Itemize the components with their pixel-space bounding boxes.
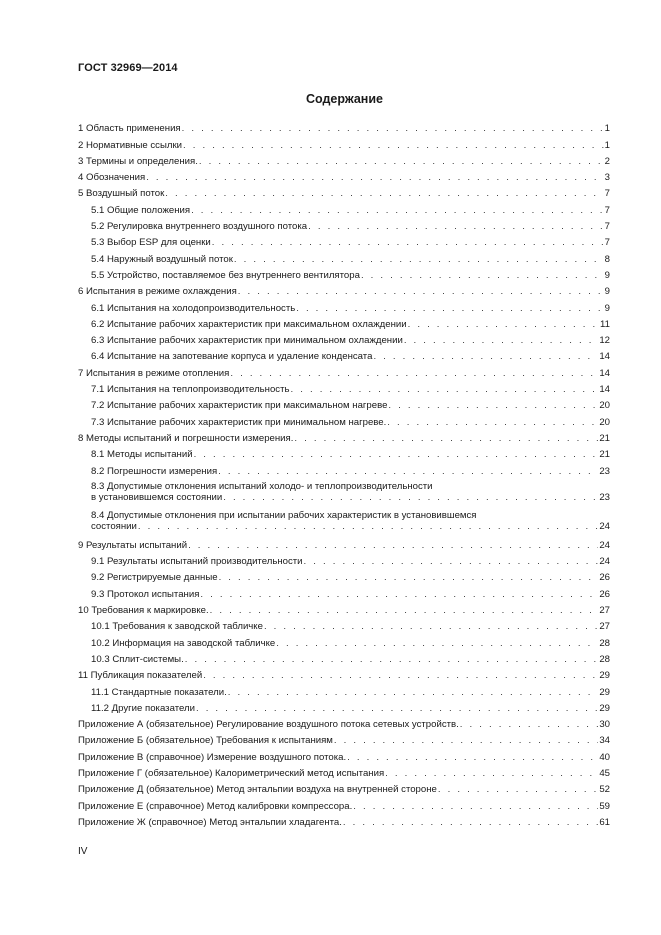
dot-leader — [238, 286, 604, 297]
toc-entry-page: 7 — [604, 188, 610, 200]
toc-entry-title: 6.3 Испытание рабочих характеристик при минимальном охлаждении — [91, 335, 403, 347]
dot-leader — [294, 433, 598, 444]
dot-leader — [228, 687, 599, 698]
dot-leader — [191, 205, 604, 216]
dot-leader — [203, 670, 598, 681]
toc-entry-page: 2 — [604, 155, 610, 167]
toc-entry-page: 24 — [599, 556, 610, 568]
toc-entry-title: 10 Требования к маркировке. — [78, 605, 209, 617]
toc-entry[interactable] — [78, 649, 610, 665]
dot-leader — [308, 221, 604, 232]
dot-leader — [276, 638, 598, 649]
toc-entry[interactable] — [78, 779, 610, 795]
toc-entry-title: 4 Обозначения — [78, 172, 146, 184]
toc-entry-title: Приложение В (справочное) Измерение воздушного потока. — [78, 751, 347, 763]
toc-entry-page: 9 — [604, 269, 610, 281]
toc-entry-title: 5 Воздушный поток — [78, 188, 165, 200]
toc-entry[interactable] — [78, 632, 610, 648]
toc-entry-page: 29 — [599, 702, 610, 714]
dot-leader — [199, 156, 604, 167]
toc-entry-title: Приложение Г (обязательное) Калориметрический метод испытания — [78, 767, 385, 779]
dot-leader — [385, 768, 598, 779]
toc-entry[interactable] — [78, 444, 610, 460]
toc-entry-page: 3 — [604, 172, 610, 184]
toc-entry-page: 21 — [599, 432, 610, 444]
dot-leader — [183, 140, 604, 151]
toc-entry-page: 7 — [604, 204, 610, 216]
toc-entry-page: 34 — [599, 735, 610, 747]
dot-leader — [408, 319, 599, 330]
dot-leader — [185, 654, 599, 665]
toc-entry-page: 28 — [599, 653, 610, 665]
toc-entry[interactable] — [78, 248, 610, 264]
toc-entry[interactable] — [78, 428, 610, 444]
toc-entry[interactable] — [78, 395, 610, 411]
toc-entry-page: 26 — [599, 572, 610, 584]
toc-entry-title: 9.2 Регистрируемые данные — [91, 572, 218, 584]
toc-entry-title: 8 Методы испытаний и погрешности измерения. — [78, 432, 294, 444]
toc-entry-title: 11.2 Другие показатели — [91, 702, 195, 714]
toc-entry-page: 9 — [604, 286, 610, 298]
toc-entry-title: 10.2 Информация на заводской табличке — [91, 637, 276, 649]
toc-entry-title: 6.4 Испытание на запотевание корпуса и удаление конденсата — [91, 351, 373, 363]
dot-leader — [460, 719, 599, 730]
toc-entry[interactable] — [78, 600, 610, 616]
toc-entry-title: 6 Испытания в режиме охлаждения — [78, 286, 237, 298]
page-number: IV — [78, 846, 88, 857]
toc-entry-page: 28 — [599, 637, 610, 649]
toc-entry-page: 7 — [604, 237, 610, 249]
toc-entry-title: 8.2 Погрешности измерения — [91, 465, 218, 477]
toc-entry[interactable] — [78, 681, 610, 697]
toc-entry-title-continued: в установившемся состоянии — [91, 491, 223, 503]
toc-entry-title: 7.1 Испытания на теплопроизводительность — [91, 384, 290, 396]
toc-entry-title: 11.1 Стандартные показатели. — [91, 686, 227, 698]
toc-entry-title: 5.3 Выбор ESP для оценки — [91, 237, 211, 249]
toc-entry-page: 7 — [604, 221, 610, 233]
toc-entry-title: 9 Результаты испытаний — [78, 539, 188, 551]
toc-entry[interactable] — [78, 795, 610, 811]
toc-entry-page: 27 — [599, 605, 610, 617]
toc-entry[interactable] — [78, 297, 610, 313]
toc-entry[interactable] — [78, 362, 610, 378]
toc-entry[interactable] — [78, 232, 610, 248]
dot-leader — [387, 417, 598, 428]
toc-entry[interactable] — [78, 330, 610, 346]
dot-leader — [353, 801, 598, 812]
toc-entry-page: 52 — [599, 784, 610, 796]
dot-leader — [212, 237, 604, 248]
dot-leader — [234, 254, 604, 265]
page-title: Содержание — [305, 92, 383, 106]
toc-entry-page: 14 — [599, 367, 610, 379]
toc-entry-page: 20 — [599, 400, 610, 412]
dot-leader — [438, 784, 598, 795]
toc-entry[interactable] — [78, 199, 610, 215]
toc-entry-page: 24 — [599, 539, 610, 551]
toc-entry[interactable] — [78, 535, 610, 551]
toc-entry[interactable] — [78, 346, 610, 362]
toc-entry-page: 59 — [599, 800, 610, 812]
toc-entry-page: 27 — [599, 621, 610, 633]
toc-entry[interactable] — [78, 460, 610, 476]
dot-leader — [343, 817, 598, 828]
dot-leader — [218, 466, 598, 477]
toc-entry[interactable] — [78, 183, 610, 199]
dot-leader — [404, 335, 599, 346]
toc-entry-title: 10.3 Сплит-системы. — [91, 653, 184, 665]
dot-leader — [230, 368, 598, 379]
dot-leader — [210, 605, 599, 616]
toc-entry-page: 24 — [599, 520, 610, 532]
toc-entry-title: 11 Публикация показателей — [78, 670, 203, 682]
toc-entry-title: Приложение Д (обязательное) Метод энтальпии воздуха на внутренней стороне — [78, 784, 437, 796]
toc-entry-page: 45 — [599, 767, 610, 779]
toc-entry-title: 5.2 Регулировка внутреннего воздушного потока — [91, 221, 308, 233]
dot-leader — [334, 735, 598, 746]
toc-entry[interactable] — [78, 730, 610, 746]
toc-entry-page: 26 — [599, 588, 610, 600]
toc-entry-page: 8 — [604, 253, 610, 265]
toc-entry-title: Приложение Е (справочное) Метод калибровки компрессора. — [78, 800, 353, 812]
dot-leader — [347, 752, 598, 763]
toc-entry[interactable] — [78, 167, 610, 183]
toc-entry[interactable] — [78, 314, 610, 330]
toc-entry-title: 5.5 Устройство, поставляемое без внутреннего вентилятора — [91, 269, 360, 281]
toc-entry[interactable] — [78, 616, 610, 632]
toc-entry-page: 12 — [599, 335, 610, 347]
toc-entry-title: 5.4 Наружный воздушный поток — [91, 253, 233, 265]
toc-entry-title: 3 Термины и определения. — [78, 155, 198, 167]
toc-entry[interactable] — [78, 411, 610, 427]
toc-entry-page: 20 — [599, 416, 610, 428]
toc-entry-title: 9.3 Протокол испытания — [91, 588, 200, 600]
toc-entry-page: 40 — [599, 751, 610, 763]
dot-leader — [146, 172, 603, 183]
toc-entry-page: 23 — [599, 491, 610, 503]
toc-entry[interactable] — [78, 714, 610, 730]
document-code: ГОСТ 32969—2014 — [78, 62, 178, 74]
toc-entry-page: 14 — [599, 384, 610, 396]
toc-entry-title: Приложение Ж (справочное) Метод энтальпии хладагента. — [78, 816, 342, 828]
toc-entry[interactable] — [78, 281, 610, 297]
toc-entry-title: 2 Нормативные ссылки — [78, 139, 183, 151]
toc-entry[interactable] — [78, 763, 610, 779]
toc-entry[interactable] — [78, 118, 610, 134]
toc-entry-page: 29 — [599, 686, 610, 698]
dot-leader — [194, 449, 599, 460]
toc-entry-page: 1 — [604, 123, 610, 135]
toc-entry-title: 6.1 Испытания на холодопроизводительность — [91, 302, 296, 314]
toc-entry-page: 21 — [599, 449, 610, 461]
toc-entry-title-continued: состоянии — [91, 520, 137, 532]
toc-entry-page: 61 — [599, 816, 610, 828]
dot-leader — [296, 303, 603, 314]
dot-leader — [304, 556, 599, 567]
toc-entry[interactable] — [78, 698, 610, 714]
toc-entry-title: 5.1 Общие положения — [91, 204, 191, 216]
dot-leader — [291, 384, 599, 395]
toc-entry-title: Приложение А (обязательное) Регулирование воздушного потока сетевых устройств. — [78, 719, 459, 731]
toc-entry-title: 8.4 Допустимые отклонения при испытании рабочих характеристик в установившемся — [91, 509, 477, 521]
toc-entry[interactable] — [78, 746, 610, 762]
dot-leader — [138, 521, 598, 532]
toc-entry-title: 8.3 Допустимые отклонения испытаний холодо- и теплопроизводительности — [91, 480, 433, 492]
toc-entry-title: 7 Испытания в режиме отопления — [78, 367, 230, 379]
toc-entry-page: 29 — [599, 670, 610, 682]
toc-entry-title: 6.2 Испытание рабочих характеристик при максимальном охлаждении — [91, 318, 407, 330]
toc-entry-page: 1 — [604, 139, 610, 151]
dot-leader — [373, 351, 598, 362]
dot-leader — [264, 621, 598, 632]
toc-entry[interactable] — [78, 134, 610, 150]
toc-entry[interactable] — [78, 265, 610, 281]
dot-leader — [182, 123, 604, 134]
dot-leader — [219, 572, 599, 583]
toc-entry-page: 23 — [599, 465, 610, 477]
toc-entry[interactable] — [78, 216, 610, 232]
toc-entry[interactable] — [78, 812, 610, 828]
dot-leader — [196, 703, 598, 714]
toc-entry-title: Приложение Б (обязательное) Требования к испытаниям — [78, 735, 333, 747]
toc-entry[interactable] — [78, 506, 610, 535]
toc-entry[interactable] — [78, 567, 610, 583]
toc-entry-page: 14 — [599, 351, 610, 363]
toc-entry[interactable] — [78, 151, 610, 167]
toc-entry[interactable] — [78, 477, 610, 506]
dot-leader — [200, 589, 598, 600]
toc-entry[interactable] — [78, 665, 610, 681]
dot-leader — [223, 492, 598, 503]
toc-entry-title: 7.3 Испытание рабочих характеристик при минимальном нагреве. — [91, 416, 387, 428]
toc-entry-page: 30 — [599, 719, 610, 731]
dot-leader — [388, 400, 598, 411]
dot-leader — [361, 270, 604, 281]
toc-entry-title: 9.1 Результаты испытаний производительности — [91, 556, 303, 568]
toc-entry-title: 1 Область применения — [78, 123, 181, 135]
toc-entry-page: 11 — [600, 318, 610, 330]
dot-leader — [188, 540, 598, 551]
toc-entry[interactable] — [78, 551, 610, 567]
toc-entry-page: 9 — [604, 302, 610, 314]
toc-entry-title: 7.2 Испытание рабочих характеристик при максимальном нагреве — [91, 400, 388, 412]
toc-entry[interactable] — [78, 583, 610, 599]
toc-entry-title: 8.1 Методы испытаний — [91, 449, 193, 461]
table-of-contents — [78, 118, 610, 828]
toc-entry[interactable] — [78, 379, 610, 395]
toc-entry-title: 10.1 Требования к заводской табличке — [91, 621, 263, 633]
dot-leader — [165, 188, 603, 199]
